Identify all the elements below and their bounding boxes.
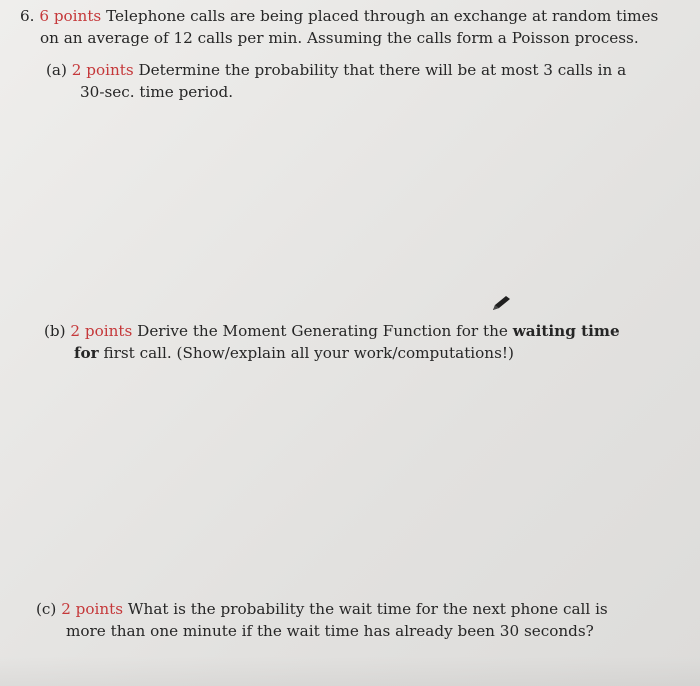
part-a-line-1 — [46, 59, 626, 81]
question-number: 6. — [20, 7, 35, 25]
part-c — [36, 598, 608, 642]
page-shadow — [0, 656, 700, 686]
question-line-1 — [20, 5, 658, 27]
part-b-label: (b) — [44, 322, 66, 340]
part-b-text-1: Derive the Moment Generating Function for the — [137, 322, 508, 340]
question-text-1: Telephone calls are being placed through an exchange at random times — [106, 7, 659, 25]
part-a-text-2: 30-sec. time period. — [80, 83, 234, 101]
part-c-text-1: What is the probability the wait time for the next phone call is — [127, 600, 608, 618]
part-b-bold-1: waiting time — [512, 322, 620, 340]
question-text-2: on an average of 12 calls per min. Assuming the calls form a Poisson process. — [40, 29, 639, 47]
part-c-text-2: more than one minute if the wait time has already been 30 seconds? — [66, 622, 594, 640]
part-c-line-1 — [36, 598, 608, 620]
part-a — [46, 59, 626, 103]
part-b-line-1 — [44, 320, 620, 342]
part-a-points: 2 points — [71, 61, 134, 79]
question-points: 6 points — [39, 7, 102, 25]
part-c-label: (c) — [36, 600, 57, 618]
pencil-icon[interactable] — [490, 293, 514, 313]
part-b-bold-2: for — [74, 344, 99, 362]
part-a-label: (a) — [46, 61, 67, 79]
part-b-line-2 — [44, 342, 620, 364]
part-b-points: 2 points — [70, 322, 133, 340]
question-6 — [20, 5, 658, 49]
part-b — [44, 320, 620, 364]
part-a-text-1: Determine the probability that there will be at most 3 calls in a — [138, 61, 627, 79]
part-c-points: 2 points — [61, 600, 124, 618]
part-b-text-2: first call. (Show/explain all your work/computations!) — [103, 344, 514, 362]
